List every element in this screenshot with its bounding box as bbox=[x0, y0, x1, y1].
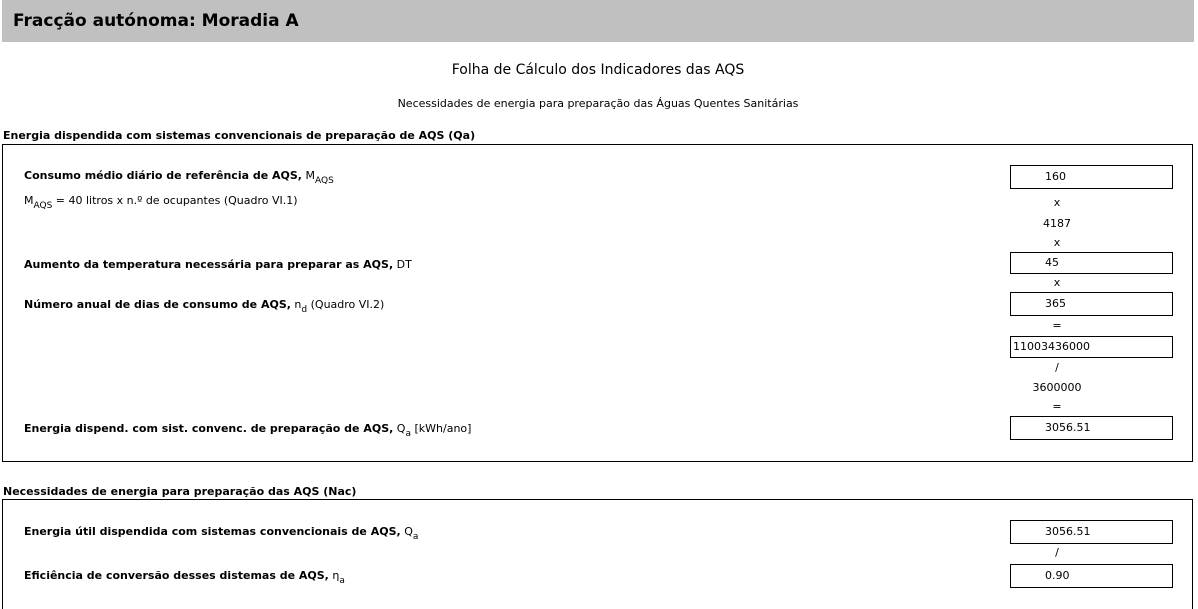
panel-qa bbox=[2, 144, 1193, 462]
qa-value-field[interactable]: 3056.51 bbox=[1010, 416, 1173, 440]
fraction-title: Fracção autónoma: Moradia A bbox=[13, 11, 299, 31]
nd-label: Número anual de dias de consumo de AQS, $n_d$ (Quadro VI.2) bbox=[24, 298, 385, 315]
sheet-title: Folha de Cálculo dos Indicadores das AQS bbox=[451, 62, 745, 78]
util-label: Energia útil dispendida com sistemas convencionais de AQS, $Q_a$ bbox=[24, 525, 419, 542]
op-divide-1: / bbox=[1055, 361, 1059, 374]
const-4187: 4187 bbox=[1043, 217, 1071, 230]
consumo-value-field[interactable]: 160 bbox=[1010, 165, 1173, 189]
nd-value-field[interactable]: 365 bbox=[1010, 292, 1173, 316]
page-header bbox=[2, 0, 1194, 42]
op-divide-2: / bbox=[1055, 546, 1059, 559]
op-equals-2: = bbox=[1052, 400, 1062, 413]
op-multiply-3: x bbox=[1053, 276, 1061, 289]
product-value-field[interactable]: 11003436000 bbox=[1010, 336, 1173, 358]
consumo-label: Consumo médio diário de referência de AQS, $M_{AQS}$ bbox=[24, 169, 334, 186]
util-value-field[interactable]: 3056.51 bbox=[1010, 520, 1173, 544]
op-multiply-2: x bbox=[1053, 236, 1061, 249]
mqs-note: $M_{AQS} = 40$ litros x n.º de ocupantes (Quadro VI.1) bbox=[24, 194, 298, 211]
section-nac-title: Necessidades de energia para preparação das AQS (Nac) bbox=[3, 485, 357, 498]
const-3600000: 3600000 bbox=[1032, 381, 1082, 394]
op-multiply-1: x bbox=[1053, 196, 1061, 209]
efic-value-field[interactable]: 0.90 bbox=[1010, 564, 1173, 588]
qa-label: Energia dispend. com sist. convenc. de preparação de AQS, $Q_a$ [kWh/ano] bbox=[24, 422, 472, 439]
section-qa-title: Energia dispendida com sistemas convencionais de preparação de AQS (Qa) bbox=[3, 129, 476, 142]
dt-label: Aumento da temperatura necessária para preparar as AQS, DT bbox=[24, 258, 412, 271]
efic-label: Eficiência de conversão desses distemas de AQS, $\eta_a$ bbox=[24, 569, 345, 586]
op-equals-1: = bbox=[1052, 319, 1062, 332]
dt-value-field[interactable]: 45 bbox=[1010, 252, 1173, 274]
sheet-subtitle: Necessidades de energia para preparação das Águas Quentes Sanitárias bbox=[397, 97, 799, 110]
